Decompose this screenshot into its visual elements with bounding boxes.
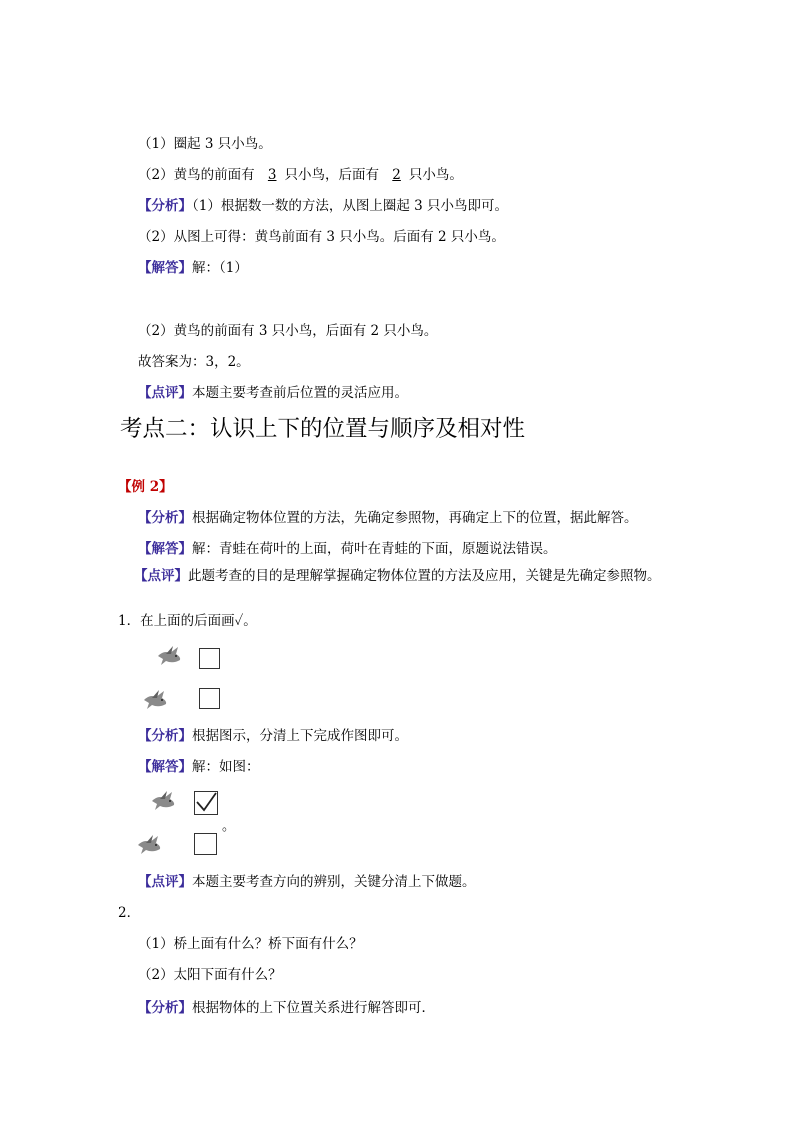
answer-1 xyxy=(138,259,248,277)
analysis-3 xyxy=(138,727,408,745)
comment-1 xyxy=(138,384,408,402)
answer-1b: （2）黄鸟的前面有 3 只小鸟，后面有 2 只小鸟。 xyxy=(138,323,438,339)
q2-mid: 只小鸟，后面有 xyxy=(284,167,379,183)
analysis-text: 根据图示，分清上下完成作图即可。 xyxy=(192,728,408,744)
analysis-tag: 【分析】 xyxy=(138,728,192,744)
answer-text: 解：（1） xyxy=(192,260,248,276)
q2-answer-back: 2 xyxy=(392,167,401,183)
problem-1: 1．在上面的后面画✓。 xyxy=(118,613,257,629)
comment-text: 此题考查的目的是理解掌握确定物体位置的方法及应用，关键是先确定参照物。 xyxy=(188,568,661,584)
period: 。 xyxy=(222,819,236,834)
answer-2 xyxy=(138,540,557,558)
answer-tag: 【解答】 xyxy=(138,260,192,276)
answer-3 xyxy=(138,758,260,776)
comment-text: 本题主要考查方向的辨别，关键分清上下做题。 xyxy=(192,874,476,890)
bird-icon xyxy=(136,833,164,857)
answer-tag: 【解答】 xyxy=(138,541,192,557)
bird-icon xyxy=(156,644,184,668)
answer-text: 解：如图： xyxy=(192,759,260,775)
section-heading: 考点二：认识上下的位置与顺序及相对性 xyxy=(120,416,526,442)
checked-box xyxy=(194,791,218,815)
q2-post: 只小鸟。 xyxy=(408,167,463,183)
analysis-4 xyxy=(138,999,435,1017)
comment-text: 本题主要考查前后位置的灵活应用。 xyxy=(192,385,408,401)
comment-tag: 【点评】 xyxy=(134,568,188,584)
comment-3 xyxy=(138,873,476,891)
problem-2-q2: （2）太阳下面有什么？ xyxy=(138,967,282,983)
analysis-text: （1）根据数一数的方法，从图上圈起 3 只小鸟即可。 xyxy=(192,198,509,214)
q2-line xyxy=(138,166,463,184)
answer-box xyxy=(199,648,220,669)
bird-icon xyxy=(150,789,178,813)
q2-answer-front: 3 xyxy=(267,167,277,183)
answer-tag: 【解答】 xyxy=(138,759,192,775)
comment-tag: 【点评】 xyxy=(138,874,192,890)
answer-box xyxy=(199,688,220,709)
analysis-tag: 【分析】 xyxy=(138,510,192,526)
bird-icon xyxy=(142,688,170,712)
analysis-text: 根据物体的上下位置关系进行解答即可． xyxy=(192,1000,435,1016)
comment-tag: 【点评】 xyxy=(138,385,192,401)
q2-pre: （2）黄鸟的前面有 xyxy=(138,167,255,183)
analysis-2 xyxy=(138,509,638,527)
analysis-1b: （2）从图上可得：黄鸟前面有 3 只小鸟。后面有 2 只小鸟。 xyxy=(138,229,505,245)
analysis-tag: 【分析】 xyxy=(138,198,192,214)
analysis-text: 根据确定物体位置的方法，先确定参照物，再确定上下的位置，据此解答。 xyxy=(192,510,638,526)
comment-2 xyxy=(134,567,661,585)
answer-final: 故答案为：3，2。 xyxy=(138,354,250,370)
q1-line: （1）圈起 3 只小鸟。 xyxy=(138,136,272,152)
problem-2: 2． xyxy=(118,905,141,921)
example-label: 【例 2】 xyxy=(118,479,173,495)
answer-text: 解：青蛙在荷叶的上面，荷叶在青蛙的下面，原题说法错误。 xyxy=(192,541,557,557)
analysis-tag: 【分析】 xyxy=(138,1000,192,1016)
analysis-1 xyxy=(138,197,508,215)
empty-box xyxy=(194,833,217,855)
problem-2-q1: （1）桥上面有什么？桥下面有什么？ xyxy=(138,936,363,952)
check-icon xyxy=(195,792,217,814)
